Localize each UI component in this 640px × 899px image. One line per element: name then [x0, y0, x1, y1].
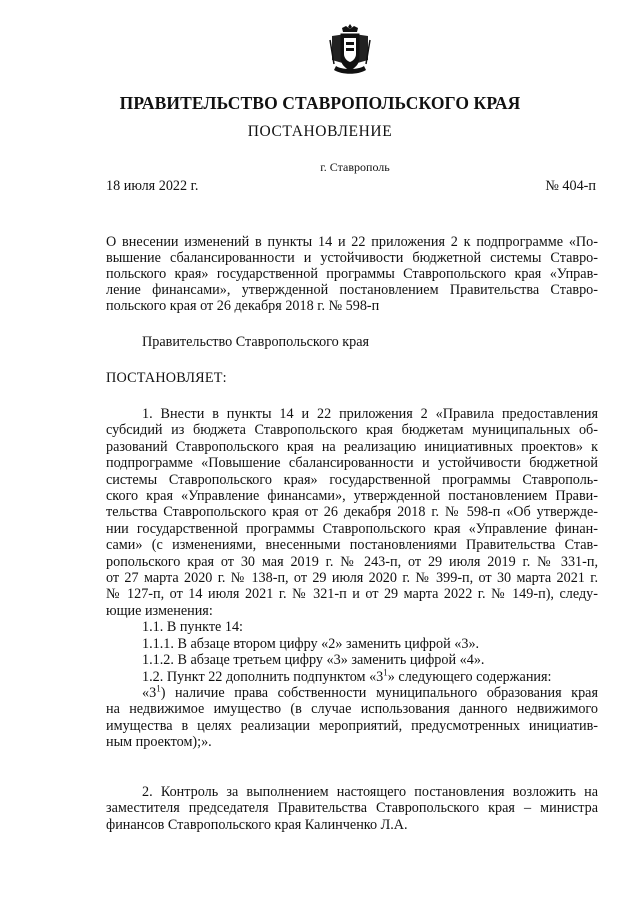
body-line: ющие изменения:: [106, 602, 213, 619]
quote-line: [106, 685, 598, 701]
body-line: тельства Ставропольского края от 26 декабря 2018 г. № 598-п «Об утвержде-: [106, 504, 598, 521]
government-title: ПРАВИТЕЛЬСТВО СТАВРОПОЛЬСКОГО КРАЯ: [119, 93, 521, 113]
city: г. Ставрополь: [320, 160, 390, 174]
subject-line: польского края от 26 декабря 2018 г. № 598-п: [106, 298, 380, 314]
superscript: 1: [383, 666, 388, 677]
body-line: от 27 марта 2020 г. № 138-п, от 29 июля 2020 г. № 399-п, от 30 марта 2021 г.: [106, 570, 598, 587]
subject-line: ление финансами», утвержденной постановлением Правительства Ставро-: [106, 282, 598, 298]
body-line: 1. Внести в пункты 14 и 22 приложения 2 «Правила предоставления: [142, 406, 598, 422]
final-line: 2. Контроль за выполнением настоящего постановления возложить на: [142, 784, 598, 800]
body-line: субсидий из бюджета Ставропольского края бюджетам муниципальных об-: [106, 422, 598, 439]
quote-open: «3: [142, 684, 157, 701]
quote-line: ным проектом);».: [106, 734, 212, 751]
coat-of-arms-emblem: [328, 22, 372, 78]
document-date: 18 июля 2022 г.: [106, 178, 199, 194]
issuing-authority: Правительство Ставропольского края: [142, 334, 370, 350]
item-1-2-text: 1.2. Пункт 22 дополнить подпунктом «3: [142, 668, 384, 685]
final-line: финансов Ставропольского края Калинченко Л.А.: [106, 816, 408, 833]
body-line: ропольского края от 30 мая 2019 г. № 243-п, от 29 июля 2019 г. № 331-п,: [106, 553, 598, 570]
decree-word: ПОСТАНОВЛЯЕТ:: [106, 370, 227, 386]
body-line: подпрограмме «Повышение сбалансированности и устойчивости бюджетной: [106, 455, 598, 472]
quote-line: на недвижимое имущество (в случае использования данного недвижимого: [106, 701, 598, 718]
superscript: 1: [156, 683, 161, 694]
item-1-1: 1.1. В пункте 14:: [142, 619, 243, 636]
document-body: [106, 406, 598, 751]
document-subject: [106, 234, 598, 314]
subject-line: О внесении изменений в пункты 14 и 22 приложения 2 к подпрограмме «По-: [106, 234, 598, 250]
body-line: системы Ставропольского края» государственной программы Ставрополь-: [106, 471, 598, 488]
body-line: № 127-п, от 14 июля 2021 г. № 321-п и от 29 марта 2022 г. № 149-п), следу-: [106, 586, 598, 603]
body-line: ского края «Управление финансами», утвержденной постановлением Прави-: [106, 488, 598, 505]
body-line: нии государственной программы Ставропольского края «Управление финан-: [106, 520, 598, 537]
document-type: ПОСТАНОВЛЕНИЕ: [247, 123, 393, 140]
item-1-1-1: 1.1.1. В абзаце втором цифру «2» заменить цифрой «3».: [142, 635, 480, 652]
quote-line: имущества в целях реализации мероприятий, предусмотренных инициатив-: [106, 717, 598, 734]
item-1-1-2: 1.1.2. В абзаце третьем цифру «3» заменить цифрой «4».: [142, 652, 485, 669]
final-paragraph: [106, 784, 598, 833]
quote-first-text: ) наличие права собственности муниципального образования края: [160, 684, 598, 701]
final-line: заместителя председателя Правительства Ставропольского края – министра: [106, 800, 598, 817]
subject-line: польского края» государственной программы Ставропольского края «Управ-: [106, 266, 598, 282]
subject-line: вышение сбалансированности и устойчивости бюджетной системы Ставро-: [106, 250, 598, 266]
body-line: разований Ставропольского края на реализацию инициативных проектов» к: [106, 438, 598, 455]
body-line: сами» (с изменениями, внесенными постановлениями Правительства Став-: [106, 537, 598, 554]
item-1-2-text-end: » следующего содержания:: [387, 668, 552, 685]
document-number: № 404-п: [545, 178, 596, 194]
item-1-2: [106, 666, 598, 685]
